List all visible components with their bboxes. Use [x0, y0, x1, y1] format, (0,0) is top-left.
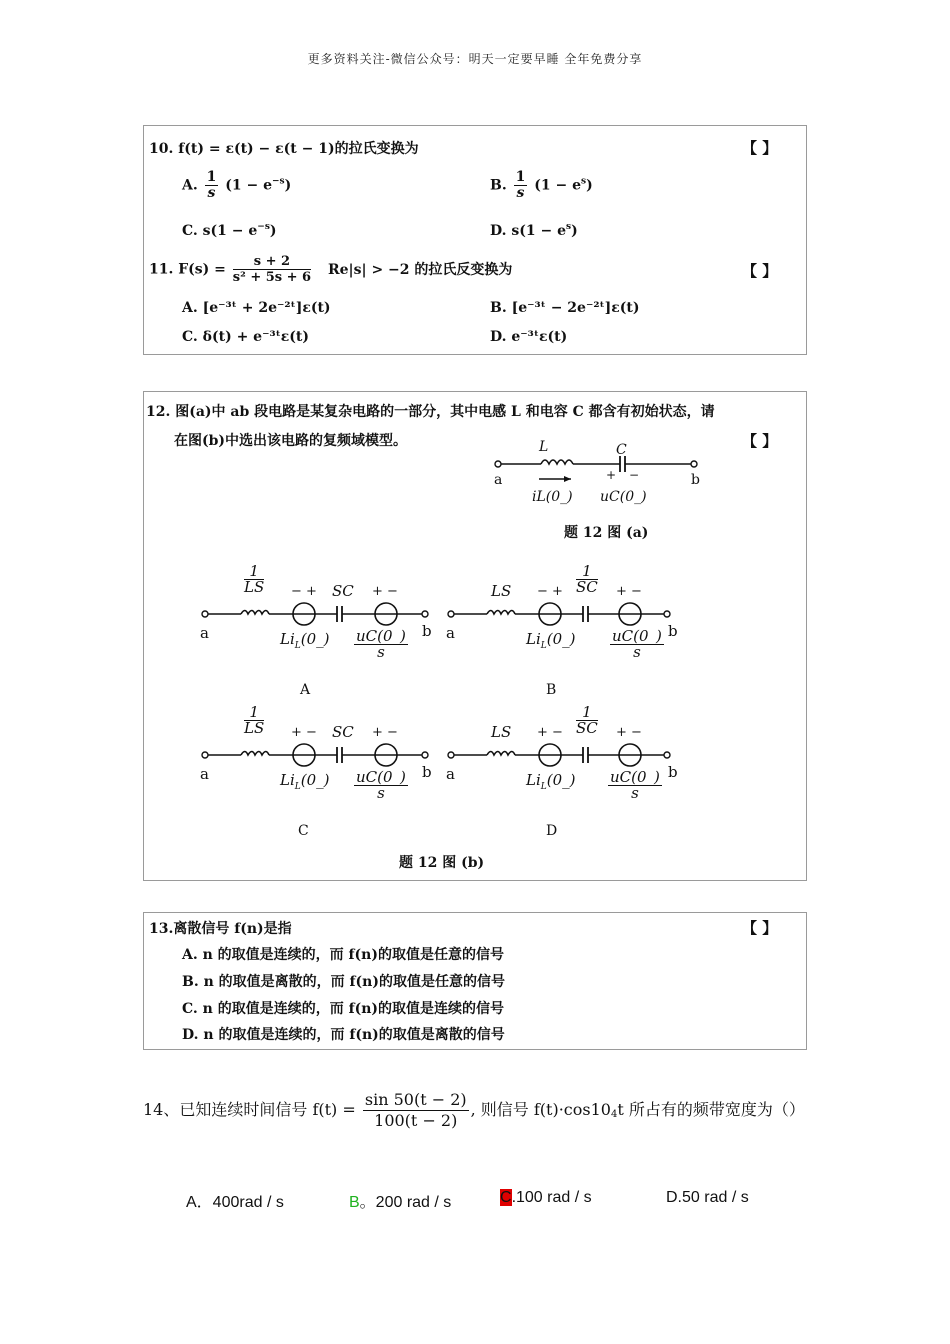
current-arrow-head: [564, 476, 571, 482]
q14-option-b[interactable]: [349, 1189, 451, 1212]
frac-den: s: [207, 185, 216, 201]
frac-den: s: [631, 784, 639, 802]
frac-den: SC: [576, 578, 598, 596]
q11-answer-bracket: 【 】: [742, 262, 778, 280]
frac-den: LS: [244, 719, 265, 737]
src1-sub: L: [540, 782, 547, 792]
panel-a-signs1: − +: [291, 584, 317, 599]
fig-a-uC: uC(0_): [600, 489, 647, 505]
q10-option-c[interactable]: [182, 222, 277, 239]
panel-d-src1: [526, 771, 576, 792]
q14-frac: [363, 1090, 469, 1131]
q14-option-c-letter-highlight: C: [500, 1189, 512, 1206]
panel-c-src2: [352, 770, 410, 801]
node-b-terminal: [664, 611, 670, 617]
node-b-terminal: [664, 752, 670, 758]
q13-option-a[interactable]: A. n 的取值是连续的，而 f(n)的取值是任意的信号: [182, 947, 504, 963]
q11-option-b[interactable]: B. [e⁻³ᵗ − 2e⁻²ᵗ]ε(t): [490, 300, 640, 316]
fig-a-minus: −: [629, 468, 640, 482]
q12-answer-bracket: 【 】: [742, 432, 778, 450]
q12-stem-line2: 在图(b)中选出该电路的复频域模型。: [174, 433, 408, 449]
q11-frac: [233, 254, 311, 285]
panel-a-node-a: a: [200, 624, 209, 642]
question-box-10-11: [143, 125, 807, 355]
exp: −s: [257, 222, 270, 232]
q11-option-c[interactable]: C. δ(t) + e⁻³ᵗε(t): [182, 329, 310, 345]
src1-text: Li: [280, 630, 295, 648]
frac-num: s + 2: [233, 254, 311, 270]
panel-c-signs1: + −: [291, 725, 317, 740]
inductor-coil: [541, 460, 573, 464]
panel-a-sc: SC: [332, 582, 354, 600]
panel-c-signs2: + −: [372, 725, 398, 740]
q12-stem-line1: 12. 图(a)中 ab 段电路是某复杂电路的一部分，其中电感 L 和电容 C 都含有初始状态，请: [146, 404, 715, 420]
exp: s: [580, 176, 587, 187]
panel-d-node-b: b: [668, 763, 678, 781]
node-b-terminal: [422, 611, 428, 617]
node-a-terminal: [448, 752, 454, 758]
q11-stem: [149, 254, 512, 285]
src1-text: Li: [280, 771, 295, 789]
panel-d-signs1: + −: [537, 725, 563, 740]
node-a-terminal: [448, 611, 454, 617]
inductor-coil: [241, 752, 269, 756]
panel-c-label: C: [298, 823, 309, 839]
fig-a-node-a: a: [494, 472, 503, 488]
frac-num: uC(0_): [610, 768, 660, 786]
panel-c-src1: [280, 771, 330, 792]
src1-arg: (0_): [300, 630, 330, 648]
frac-den: s: [377, 643, 385, 661]
q14-prefix: 14、已知连续时间信号 f(t) =: [143, 1100, 356, 1119]
panel-b-node-b: b: [668, 622, 678, 640]
page-header: 更多资料关注-微信公众号：明天一定要早睡 全年免费分享: [307, 52, 643, 66]
close-paren: ): [571, 223, 578, 239]
frac-num: sin 50(t − 2): [364, 1090, 467, 1109]
exp: s: [566, 222, 572, 232]
q11-suffix: Re|s| > −2 的拉氏反变换为: [327, 261, 513, 278]
inductor-coil: [241, 611, 269, 615]
q13-option-d[interactable]: D. n 的取值是连续的，而 f(n)的取值是离散的信号: [182, 1027, 505, 1043]
q10-option-b-frac: [514, 170, 528, 201]
src1-arg: (0_): [546, 630, 576, 648]
frac-num: 1: [576, 564, 598, 580]
panel-a-ind-frac: [242, 564, 266, 595]
inductor-coil: [487, 752, 515, 756]
panel-b-ind: LS: [491, 582, 512, 600]
fig-a-plus: +: [606, 468, 617, 482]
panel-b-sc-frac: [574, 564, 600, 595]
node-a-terminal: [495, 461, 501, 467]
panel-c-sc: SC: [332, 723, 354, 741]
exp: −s: [272, 176, 285, 187]
fig-a-label-C: C: [616, 442, 627, 458]
panel-a-signs2: + −: [372, 584, 398, 599]
frac-den: s: [516, 185, 525, 201]
q13-answer-bracket: 【 】: [742, 919, 778, 937]
q10-option-c-expr: C. s(1 − e: [182, 223, 258, 239]
frac-den: 100(t − 2): [374, 1111, 458, 1130]
fig-a-label-L: L: [539, 439, 549, 455]
panel-c-node-b: b: [422, 763, 432, 781]
fig-a-iL: iL(0_): [532, 489, 573, 505]
q13-stem: 13.离散信号 f(n)是指: [149, 921, 292, 937]
q11-option-d[interactable]: D. e⁻³ᵗε(t): [490, 329, 568, 345]
frac-num: 1: [576, 705, 598, 721]
panel-d-node-a: a: [446, 765, 455, 783]
panel-b-label: B: [546, 682, 557, 698]
q14-option-b-letter: B: [349, 1194, 360, 1211]
panel-b-src2: [608, 629, 666, 660]
src1-arg: (0_): [300, 771, 330, 789]
panel-a-src2: [352, 629, 410, 660]
question-box-12: [143, 391, 807, 881]
fig-a-caption: 题 12 图 (a): [564, 525, 649, 541]
q10-option-d-expr: D. s(1 − e: [490, 223, 567, 239]
frac-num: uC(0_): [612, 627, 662, 645]
q10-option-b[interactable]: [490, 170, 593, 201]
q10-option-a-frac: [205, 170, 219, 201]
panel-a-src1: [280, 630, 330, 651]
frac-num: 1: [206, 169, 217, 185]
src1-sub: L: [294, 641, 301, 651]
q11-prefix: 11. F(s) =: [149, 261, 226, 278]
inductor-coil: [487, 611, 515, 615]
panel-c-ind-frac: [242, 705, 266, 736]
src1-arg: (0_): [546, 771, 576, 789]
panel-d-label: D: [546, 823, 558, 839]
q10-stem: 10. f(t) = ε(t) − ε(t − 1)的拉氏变换为: [149, 141, 419, 157]
q13-option-c[interactable]: C. n 的取值是连续的，而 f(n)的取值是连续的信号: [182, 1001, 505, 1017]
frac-num: 1: [244, 564, 264, 580]
frac-den: s: [377, 784, 385, 802]
frac-num: 1: [244, 705, 264, 721]
q10-option-a[interactable]: [182, 170, 291, 201]
panel-d-sc-frac: [574, 705, 600, 736]
panel-b-signs1: − +: [537, 584, 563, 599]
frac-num: uC(0_): [356, 627, 406, 645]
close-paren: ): [284, 177, 292, 194]
q13-option-b[interactable]: B. n 的取值是离散的，而 f(n)的取值是任意的信号: [182, 974, 505, 990]
frac-den: s: [633, 643, 641, 661]
q14-stem: [143, 1090, 805, 1131]
figure-12a-circuit: [489, 440, 709, 515]
q14-option-c[interactable]: [500, 1189, 592, 1207]
q14-option-a[interactable]: A．400rad / s: [186, 1194, 284, 1211]
panel-a-label: A: [300, 682, 311, 698]
panel-b-signs2: + −: [616, 584, 642, 599]
panel-d-src2: [606, 770, 664, 801]
q14-option-d[interactable]: D.50 rad / s: [666, 1189, 749, 1206]
q10-option-b-letter: B.: [490, 177, 507, 194]
node-a-terminal: [202, 611, 208, 617]
q10-option-a-expr: (1 − e: [225, 177, 273, 194]
node-b-terminal: [422, 752, 428, 758]
frac-den: s² + 5s + 6: [232, 270, 312, 285]
q14-option-b-text: 。200 rad / s: [359, 1194, 452, 1211]
close-paren: ): [269, 223, 277, 239]
frac-den: SC: [576, 719, 598, 737]
fig-b-caption: 题 12 图 (b): [399, 855, 485, 871]
src1-text: Li: [526, 630, 541, 648]
q14-option-c-text: .100 rad / s: [511, 1189, 592, 1206]
node-b-terminal: [691, 461, 697, 467]
frac-num: uC(0_): [356, 768, 406, 786]
panel-c-node-a: a: [200, 765, 209, 783]
q14-suffix: t 所占有的频带宽度为（）: [617, 1100, 805, 1119]
fig-a-node-b: b: [691, 472, 700, 488]
src1-text: Li: [526, 771, 541, 789]
q10-option-b-expr: (1 − e: [534, 177, 581, 194]
panel-b-src1: [526, 630, 576, 651]
frac-num: 1: [515, 169, 526, 185]
close-paren: ): [586, 177, 593, 194]
q10-option-a-letter: A.: [182, 177, 198, 194]
question-box-13: [143, 912, 807, 1050]
panel-a-node-b: b: [422, 622, 432, 640]
src1-sub: L: [540, 641, 547, 651]
q10-option-d[interactable]: [490, 222, 578, 239]
panel-b-node-a: a: [446, 624, 455, 642]
panel-d-signs2: + −: [616, 725, 642, 740]
node-a-terminal: [202, 752, 208, 758]
panel-d-ind: LS: [491, 723, 512, 741]
q14-exp: 4: [610, 1109, 618, 1120]
q14-middle: , 则信号 f(t)·cos10: [470, 1100, 611, 1119]
q11-option-a[interactable]: A. [e⁻³ᵗ + 2e⁻²ᵗ]ε(t): [182, 300, 331, 316]
q10-answer-bracket: 【 】: [742, 139, 778, 157]
frac-den: LS: [244, 578, 265, 596]
src1-sub: L: [294, 782, 301, 792]
